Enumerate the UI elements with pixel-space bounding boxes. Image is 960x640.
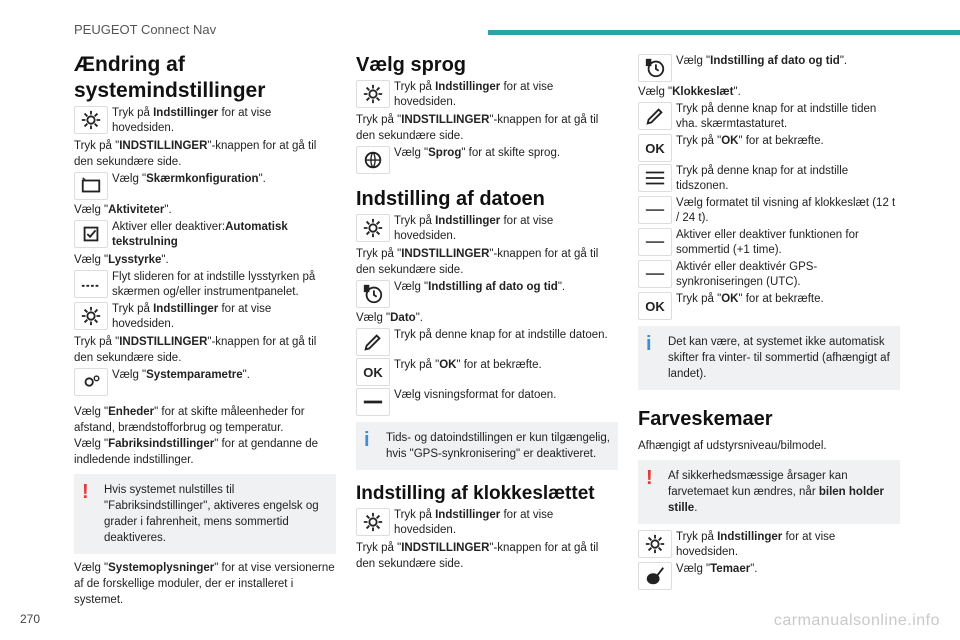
paragraph: Tryk på "INDSTILLINGER"-knappen for at gå til den sekundære side. — [356, 114, 599, 142]
slider-icon — [74, 270, 108, 298]
gear-icon — [74, 302, 108, 330]
step-screen-config: Vælg "Skærmkonfiguration". — [74, 172, 336, 200]
step-date-time: Vælg "Indstilling af dato og tid". — [638, 54, 900, 82]
page-header-title: PEUGEOT Connect Nav — [74, 22, 217, 37]
step-timezone: Tryk på denne knap for at indstille tidszonen. — [638, 164, 900, 194]
step-settings: Tryk på Indstillinger for at vise hovedsiden. — [74, 106, 336, 136]
gear-icon — [356, 214, 390, 242]
toggle-icon — [638, 260, 672, 288]
warning-icon: ! — [646, 467, 653, 489]
ok-icon: OK — [638, 134, 672, 162]
paragraph: Vælg "Dato". — [356, 312, 423, 324]
paragraph: Vælg "Lysstyrke". — [74, 254, 169, 266]
paragraph: Vælg "Klokkeslæt". — [638, 86, 741, 98]
pencil-icon — [356, 328, 390, 356]
paragraph: Vælg "Fabriksindstillinger" for at gendanne de indledende indstillinger. — [74, 438, 319, 466]
step-confirm: OK Tryk på "OK" for at bekræfte. — [638, 134, 900, 162]
step-date-format: Vælg visningsformat for datoen. — [356, 388, 618, 416]
info-note: i Tids- og datoindstillingen er kun tilgængelig, hvis "GPS-synkronisering" er deaktiveret. — [356, 422, 618, 470]
gear-icon — [638, 530, 672, 558]
heading-date: Indstilling af datoen — [356, 188, 545, 210]
ok-icon: OK — [356, 358, 390, 386]
step-settings: Tryk på Indstillinger for at vise hovedsiden. — [638, 530, 900, 560]
list-icon — [638, 164, 672, 192]
step-themes: Vælg "Temaer". — [638, 562, 900, 590]
step-gps-sync: Aktivér eller deaktivér GPS-synkroniseringen (UTC). — [638, 260, 900, 290]
palette-icon — [638, 562, 672, 590]
clock-icon — [638, 54, 672, 82]
warning-icon: ! — [82, 481, 89, 503]
step-settings: Tryk på Indstillinger for at vise hovedsiden. — [74, 302, 336, 332]
step-settings: Tryk på Indstillinger for at vise hovedsiden. — [356, 80, 618, 110]
watermark: carmanualsonline.info — [773, 612, 940, 629]
heading-color-schemes: Farveskemaer — [638, 408, 773, 430]
toggle-icon — [638, 196, 672, 224]
language-icon — [356, 146, 390, 174]
column-system-settings — [74, 52, 336, 608]
heading-time: Indstilling af klokkeslættet — [356, 483, 595, 504]
gear-icon — [356, 508, 390, 536]
step-system-params: Vælg "Systemparametre". — [74, 368, 336, 396]
step-date-time: Vælg "Indstilling af dato og tid". — [356, 280, 618, 308]
step-language: Vælg "Sprog" for at skifte sprog. — [356, 146, 618, 174]
step-dst: Aktiver eller deaktiver funktionen for sommertid (+1 time). — [638, 228, 900, 258]
paragraph: Afhængigt af udstyrsniveau/bilmodel. — [638, 440, 827, 452]
checkbox-icon — [74, 220, 108, 248]
column-time-colors — [638, 52, 900, 592]
clock-icon — [356, 280, 390, 308]
paragraph: Tryk på "INDSTILLINGER"-knappen for at gå til den sekundære side. — [356, 248, 599, 276]
warning-note: ! Af sikkerhedsmæssige årsager kan farvetemaet kun ændres, når bilen holder stille. — [638, 460, 900, 524]
paragraph: Tryk på "INDSTILLINGER"-knappen for at gå til den sekundære side. — [356, 542, 599, 570]
step-set-date: Tryk på denne knap for at indstille datoen. — [356, 328, 618, 356]
heading-system-settings: Ændring af systemindstillinger — [74, 53, 266, 102]
format-icon — [356, 388, 390, 416]
step-set-time: Tryk på denne knap for at indstille tiden vha. skærmtastaturet. — [638, 102, 900, 132]
step-brightness: Flyt slideren for at indstille lysstyrken på skærmen og/eller instrumentpanelet. — [74, 270, 336, 300]
ok-icon: OK — [638, 292, 672, 320]
column-language-date — [356, 52, 618, 572]
gears-icon — [74, 368, 108, 396]
step-confirm: OK Tryk på "OK" for at bekræfte. — [638, 292, 900, 320]
info-note: i Det kan være, at systemet ikke automatisk skifter fra vinter- til sommertid (afhængigt af landet). — [638, 326, 900, 390]
paragraph: Tryk på "INDSTILLINGER"-knappen for at gå til den sekundære side. — [74, 336, 317, 364]
page-number: 270 — [20, 612, 41, 626]
warning-note: ! Hvis systemet nulstilles til "Fabriksindstillinger", aktiveres engelsk og grader i fahrenheit, mens sommertid deaktiveres. — [74, 474, 336, 554]
step-time-format: Vælg formatet til visning af klokkeslæt (12 t / 24 t). — [638, 196, 900, 226]
step-confirm: OK Tryk på "OK" for at bekræfte. — [356, 358, 618, 386]
heading-language: Vælg sprog — [356, 54, 467, 76]
toggle-icon — [638, 228, 672, 256]
header-accent-bar — [488, 30, 960, 35]
screen-config-icon — [74, 172, 108, 200]
paragraph: Vælg "Aktiviteter". — [74, 204, 172, 216]
paragraph: Tryk på "INDSTILLINGER"-knappen for at gå til den sekundære side. — [74, 140, 317, 168]
gear-icon — [74, 106, 108, 134]
step-settings: Tryk på Indstillinger for at vise hovedsiden. — [356, 508, 618, 538]
step-settings: Tryk på Indstillinger for at vise hovedsiden. — [356, 214, 618, 244]
info-icon: i — [646, 333, 652, 355]
info-icon: i — [364, 429, 370, 451]
step-auto-scroll: Aktiver eller deaktiver:Automatisk tekstrulning — [74, 220, 336, 250]
gear-icon — [356, 80, 390, 108]
paragraph: Vælg "Systemoplysninger" for at vise versionerne af de forskellige moduler, der er installeret i systemet. — [74, 562, 335, 606]
pencil-icon — [638, 102, 672, 130]
paragraph: Vælg "Enheder" for at skifte måleenheder for afstand, brændstofforbrug og temperatur. — [74, 406, 305, 434]
